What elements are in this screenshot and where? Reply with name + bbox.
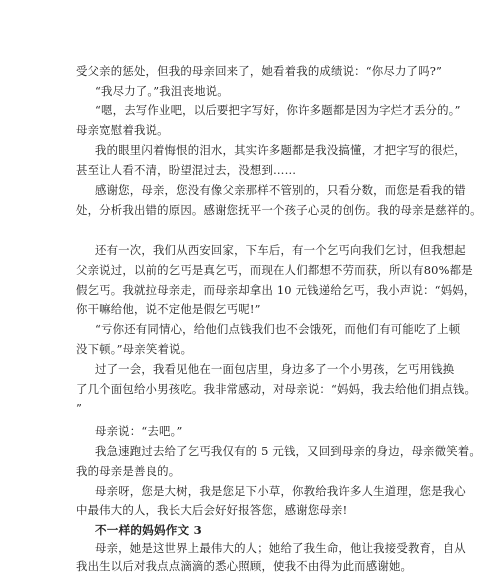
text-line: 父亲说过，以前的乞丐是真乞丐，而现在人们都想不劳而获，所以有80%都是	[76, 263, 473, 277]
text-line: 感谢您，母亲，您没有像父亲那样不管别的，只看分数，而您是看我的错	[95, 183, 466, 197]
text-line: 我的母亲是善良的。	[76, 464, 181, 478]
text-line: 了几个面包给小男孩吃。我非常感动，对母亲说：“妈妈，我去给他们捐点钱。	[76, 382, 477, 396]
text-line: 假乞丐。我就拉母亲走，而母亲却拿出 10 元钱递给乞丐，我小声说：“妈妈，	[76, 283, 476, 297]
text-line: 我的眼里闪着悔恨的泪水，其实许多题都是我没搞懂，才把字写的很烂，	[95, 143, 466, 157]
text-line: 母亲宽慰着我说。	[76, 123, 169, 137]
text-line: 中最伟大的人，我长大后会好好报答您，感谢您母亲!	[76, 503, 348, 517]
text-line: 我急速跑过去给了乞丐我仅有的 5 元钱，又回到母亲的身边，母亲微笑着。	[95, 444, 481, 458]
text-line: 你干嘛给他，说不定他是假乞丐呢!”	[76, 302, 261, 316]
text-line: 受父亲的惩处，但我的母亲回来了，她看着我的成绩说：“你尽力了吗?”	[76, 64, 443, 78]
section-heading: 不一样的妈妈作文 3	[95, 523, 202, 537]
text-line: 过了一会，我看见他在一面包店里，身边多了一个小男孩，乞丐用钱换	[95, 362, 455, 376]
text-line: 母亲呀，您是大树，我是您足下小草，你教给我许多人生道理，您是我心	[95, 484, 466, 498]
text-line: “嗯，去写作业吧，以后要把字写好，你许多题都是因为字烂才丢分的。”	[95, 103, 461, 117]
text-line: ”	[76, 401, 83, 415]
text-line: 处，分析我出错的原因。感谢您抚平一个孩子心灵的创伤。我的母亲是慈祥的。	[76, 203, 482, 217]
text-line: 母亲，她是这世界上最伟大的人；她给了我生命，他让我接受教育，自从	[95, 541, 466, 555]
text-line: 我出生以后对我点点滴滴的悉心照顾，使我不由得为此而感谢她。	[76, 559, 413, 573]
text-line: “我尽力了。”我沮丧地说。	[95, 84, 229, 98]
text-line: “亏你还有同情心，给他们点钱我们也不会饿死，而他们有可能吃了上顿	[95, 322, 461, 336]
text-line: 母亲说：“去吧。”	[95, 424, 183, 438]
text-line: 没下顿。”母亲笑着说。	[76, 342, 193, 356]
text-line: 甚至让人看不清，盼望混过去，没想到……	[76, 163, 297, 177]
text-line: 还有一次，我们从西安回家，下车后，有一个乞丐向我们乞讨，但我想起	[95, 243, 466, 257]
